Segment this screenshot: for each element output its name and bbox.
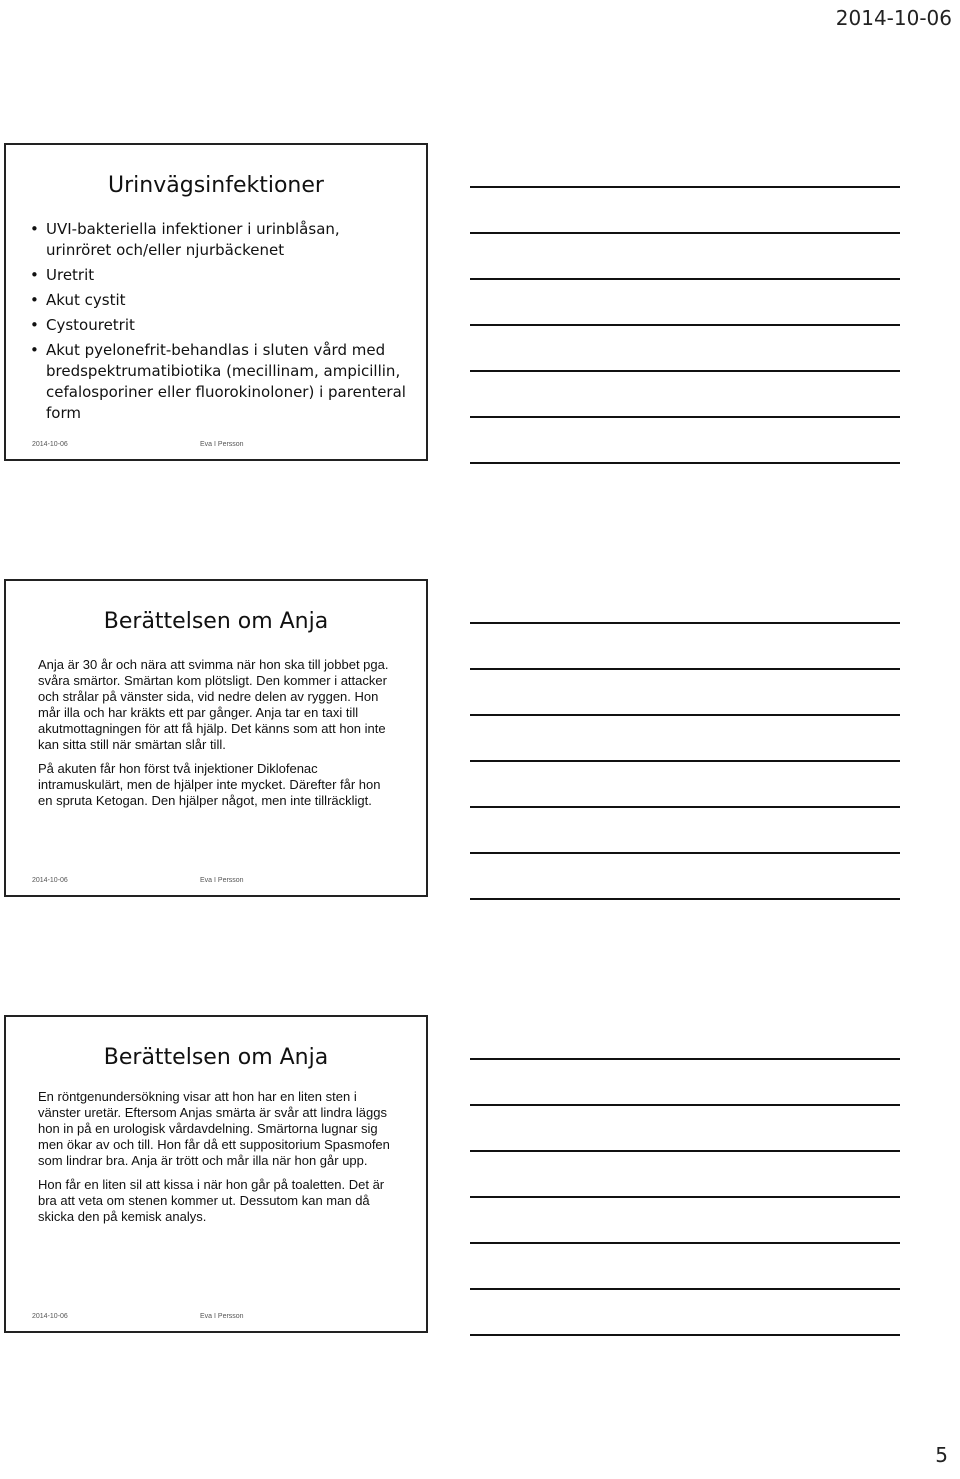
slide-title: Berättelsen om Anja bbox=[103, 609, 329, 634]
slide-1 bbox=[4, 143, 428, 461]
footer-date: 2014-10-06 bbox=[32, 441, 68, 448]
story-paragraph: På akuten får hon först två injektioner Diklofenac intramuskulärt, men de hjälper inte mycket. Därefter får hon en spruta Ketogan. Den hjälper något, men inte tillräckligt. bbox=[38, 761, 381, 808]
footer-author: Eva I Persson bbox=[200, 441, 244, 448]
story-text bbox=[38, 1089, 398, 1233]
story-text bbox=[38, 657, 398, 817]
notes-lines bbox=[470, 186, 900, 508]
note-line bbox=[470, 416, 900, 418]
page-header-date: 2014-10-06 bbox=[835, 6, 952, 30]
story-paragraph: Anja är 30 år och nära att svimma när hon ska till jobbet pga. svåra smärtor. Smärtan kom plötsligt. Den kommer i attacker och strålar på vänster sida, vid nedre delen av ryggen. Hon mår illa och har kräkts ett par gånger. Anja tar en taxi till akutmottagningen för att få hjälp. Det känns som att hon inte kan sitta still när smärtan slår till. bbox=[38, 657, 389, 752]
note-line bbox=[470, 1104, 900, 1106]
footer-date: 2014-10-06 bbox=[32, 877, 68, 884]
note-line bbox=[470, 1334, 900, 1336]
slide-title: Urinvägsinfektioner bbox=[108, 173, 324, 198]
bullet-item: • UVI-bakteriella infektioner i urinblåsan, urinröret och/eller njurbäckenet bbox=[28, 219, 408, 261]
story-paragraph: En röntgenundersökning visar att hon har en liten sten i vänster uretär. Eftersom Anjas smärta är svår att lindra läggs hon in på en urologisk vårdavdelning. Smärtorna lugnar sig men ökar av och till. Hon får då ett suppositorium Spasmofen som lindrar bra. Anja är trött och mår illa när hon går upp. bbox=[38, 1089, 390, 1168]
note-line bbox=[470, 232, 900, 234]
note-line bbox=[470, 714, 900, 716]
slide-footer bbox=[6, 877, 426, 889]
note-line bbox=[470, 898, 900, 900]
note-line bbox=[470, 760, 900, 762]
bullet-item: • Akut pyelonefrit-behandlas i sluten vård med bredspektrumatibiotika (mecillinam, ampicillin, cefalosporiner eller fluorokinoloner) i parenteral form bbox=[28, 340, 408, 424]
footer-date: 2014-10-06 bbox=[32, 1313, 68, 1320]
slide-2 bbox=[4, 579, 428, 897]
page-number: 5 bbox=[935, 1443, 948, 1467]
note-line bbox=[470, 462, 900, 464]
bullet-item: • Akut cystit bbox=[28, 290, 408, 311]
note-line bbox=[470, 370, 900, 372]
bullet-item: • Cystouretrit bbox=[28, 315, 408, 336]
footer-author: Eva I Persson bbox=[200, 877, 244, 884]
story-paragraph: Hon får en liten sil att kissa i när hon går på toaletten. Det är bra att veta om stenen kommer ut. Dessutom kan man då skicka den på kemisk analys. bbox=[38, 1177, 385, 1224]
note-line bbox=[470, 1058, 900, 1060]
note-line bbox=[470, 324, 900, 326]
note-line bbox=[470, 1242, 900, 1244]
note-line bbox=[470, 1288, 900, 1290]
note-line bbox=[470, 668, 900, 670]
note-line bbox=[470, 622, 900, 624]
note-line bbox=[470, 278, 900, 280]
slide-title: Berättelsen om Anja bbox=[103, 1045, 329, 1070]
note-line bbox=[470, 186, 900, 188]
note-line bbox=[470, 852, 900, 854]
note-line bbox=[470, 806, 900, 808]
note-line bbox=[470, 1196, 900, 1198]
slide-footer bbox=[6, 1313, 426, 1325]
notes-lines bbox=[470, 1058, 900, 1380]
footer-author: Eva I Persson bbox=[200, 1313, 244, 1320]
slide-3 bbox=[4, 1015, 428, 1333]
bullet-item: • Uretrit bbox=[28, 265, 408, 286]
notes-lines bbox=[470, 622, 900, 944]
note-line bbox=[470, 1150, 900, 1152]
slide-footer bbox=[6, 441, 426, 453]
bullet-list bbox=[28, 219, 408, 428]
